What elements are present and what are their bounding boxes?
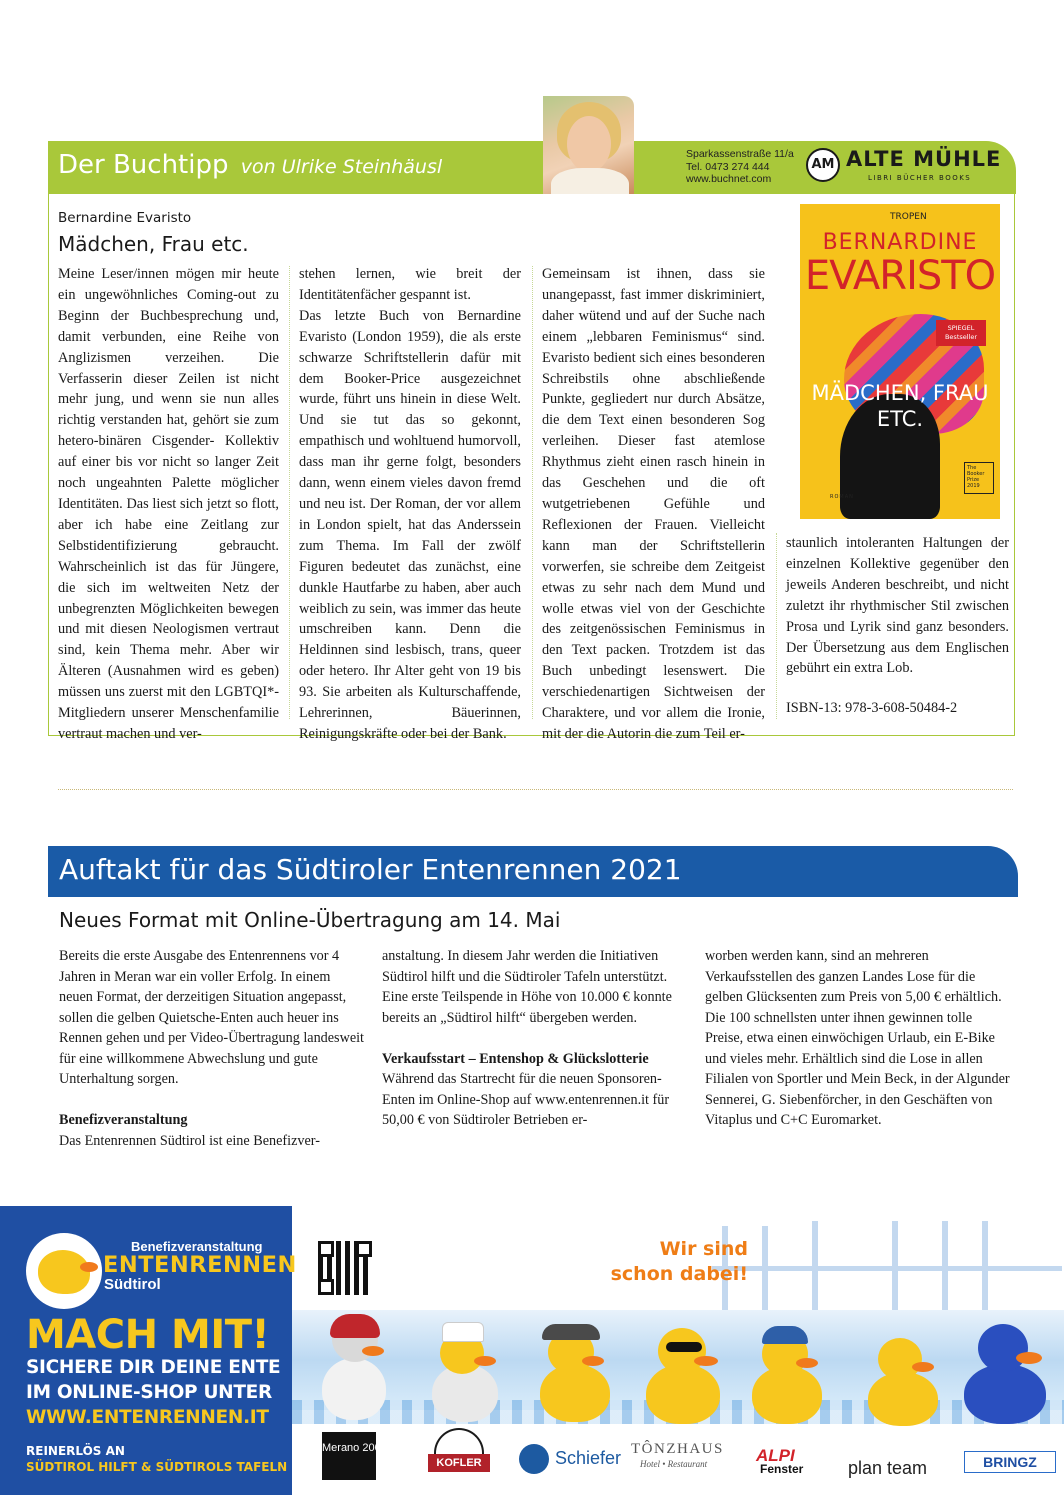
cover-title: MÄDCHEN, FRAU ETC. (811, 381, 989, 431)
ad-callout-line-2: IM ONLINE-SHOP UNTER (26, 1382, 272, 1403)
ad-website-link[interactable]: WWW.ENTENRENNEN.IT (26, 1407, 269, 1428)
ad-proceeds-recipients: SÜDTIROL HILFT & SÜDTIROLS TAFELN (26, 1460, 288, 1474)
cover-prize-badge: The Booker Prize 2019 (964, 462, 994, 494)
duck-beak-icon (80, 1262, 98, 1272)
author-portrait-image (543, 96, 634, 194)
sponsor-merano-2000-logo: Merano 2000 (322, 1432, 376, 1480)
column-divider (776, 533, 777, 719)
column-divider (532, 266, 533, 719)
duck-chef-illustration (426, 1318, 502, 1422)
buchtipp-byline: von Ulrike Steinhäusl (240, 156, 443, 178)
shop-website: www.buchnet.com (686, 173, 772, 185)
shop-address: Sparkassenstraße 11/a (686, 148, 794, 160)
cover-bestseller-badge: SPIEGEL Bestseller (936, 320, 986, 346)
duck-builder-illustration (864, 1330, 944, 1426)
logo-name: ALTE MÜHLE (846, 147, 1002, 171)
duck-sunglasses-illustration (640, 1320, 726, 1424)
buchtipp-column-2: stehen lernen, wie breit der Identitätenfächer gespannt ist. Das letzte Buch von Bernardine Evaristo (London 1959), die als erste schwarze Schriftstellerin dafür mit dem Booker-Price ausgezeichnet wurde, führt uns hinein in diese Welt. Und sie tut das so gekonnt, empathisch und wohltuend humorvoll, dass man ihr gerne folgt, besonders dann, wenn einem vieles davon fremd und neu ist. Der Roman, der vor allem in London spielt, hat das Anderssein zum Thema. Im Fall der zwölf Figuren bedeutet das zunächst, eine dunkle Hautfarbe zu haben, aber auch weiblich zu sein, was immer das heute umschreiben kann. Denn die Heldinnen sind lesbisch, trans, queer oder hetero. Ihr Alter geht von 19 bis 93. Sie arbeiten als Kulturschaffende, Lehrerinnen, Bäuerinnen, Reinigungskräfte oder bei der Bank. (299, 266, 521, 742)
buchtipp-column-3: Gemeinsam ist ihnen, dass sie unangepasst, fast immer diskriminiert, daher wütend und auf der Suche nach einem „lebbaren Feminismus“ sind. Evaristo bedient sich eines besonderen Schreibstils ohne abschließende Punkte, gegliedert nur durch Absätze, die dem Text einen besonderen Sog verleihen. Dieser fast atemlose Rhythmus zieht einen rasch hinein in das Geschehen und die oft wutgetriebenen Gefühle und Reflexionen der Frauen. Vielleicht kann man der Schriftstellerin vorwerfen, sie schreibe dem Zeitgeist etwas zu sehr nach dem Mund und wolle etwas viel von der Geschichte des zeitgenössischen Feminismus in den Text packen. Trotzdem ist das Buch unbedingt lesenswert. Die verschiedenartigen Sichtweisen der Charaktere, und vor allem die Ironie, mit der die Autorin die zum Teil er- (542, 266, 765, 742)
isbn: ISBN-13: 978-3-608-50484-2 (786, 700, 958, 716)
duck-logo-icon (38, 1250, 90, 1294)
buchtipp-title: Der Buchtipp von Ulrike Steinhäusl (58, 150, 443, 180)
shop-contact (686, 148, 794, 186)
sponsor-alpi-subline: Fenster (760, 1462, 804, 1476)
ad-callout-line-1: SICHERE DIR DEINE ENTE (26, 1357, 281, 1378)
duck-racer-illustration (318, 1310, 388, 1420)
duck-blue-illustration (958, 1316, 1052, 1424)
ad-benefiz-label: Benefizveranstaltung (131, 1239, 263, 1254)
ad-brand-name: ENTENRENNEN (103, 1252, 297, 1278)
cover-author-last: EVARISTO (804, 253, 996, 299)
article-subtitle: Neues Format mit Online-Übertragung am 14. Mai (59, 908, 561, 932)
book-cover-image (800, 204, 1000, 519)
section-heading: Benefizveranstaltung (59, 1112, 188, 1128)
alte-muehle-logo (806, 145, 1002, 187)
sponsor-alpi-logo: ALPI (756, 1446, 795, 1465)
publisher-mark: TROPEN (890, 212, 927, 222)
article-column-1: Bereits die erste Ausgabe des Entenrennens vor 4 Jahren in Meran war ein voller Erfolg. In einem neuen Format, der derzeitigen Situation angepasst, sollen die gelben Quietsche-Enten auch heuer ins Rennen gehen und per Video-Übertragung landesweit für eine willkommene Abwechslung und gute Unterhaltung sorgen. Benefizveranstaltung Das Entenrennen Südtirol ist eine Benefizver- (59, 948, 365, 1149)
book-author: Bernardine Evaristo (58, 210, 192, 226)
buchtipp-column-1: Meine Leser/innen mögen mir heute ein ungewöhnliches Coming-out zu Beginn der Buchbesprechung und, damit verbunden, eine Reihe von Anglizismen verzeihen. Die Verfasserin dieser Zeilen ist nicht mehr jung, und wenn sie nun alles richtig verstanden hat, gehört sie zum hetero-binären Cisgender- Kollektiv auf einer bis vor nicht so langer Zeit noch ungeahnten Palette möglicher Identitäten. Das liest sich jetzt so flott, aber ich habe eine Zeitlang zur Selbstidentifizierung gebraucht. Wahrscheinlich ist das für Jüngere, die sich im weltweiten Netz der unbegrenzten Möglichkeiten bewegen und mit diesen Neologismen vertraut sind, kein Thema mehr. Aber wir Älteren (Ausnahmen wird es geben) müssen uns zuerst mit den LGBTQI*- Mitgliedern unserer Menschenfamilie vertraut machen und ver- (58, 266, 279, 742)
ad-slogan: Wir sind schon dabei! (610, 1238, 748, 1285)
ad-headline: MACH MIT! (26, 1312, 270, 1358)
sponsor-tonzhaus-logo: TÔNZHAUS (631, 1441, 724, 1457)
cover-genre: ROMAN (830, 494, 854, 500)
cover-author-first: BERNARDINE (822, 230, 978, 255)
buchtipp-column-4: staunlich intoleranten Haltungen der einzelnen Kollektive gegenüber den jeweils Anderen beschreibt, und nicht zuletzt ihr rhythmischer Stil zwischen Prosa und Lyrik sind ganz besonders. Der Übersetzung aus dem Englischen gebührt ein extra Lob. (786, 535, 1009, 677)
sponsor-kofler-logo: KOFLER (428, 1454, 490, 1472)
article-column-2: anstaltung. In diesem Jahr werden die Initiativen Südtirol hilft und die Südtiroler Tafeln unterstützt. Eine erste Teilspende in Höhe von 10.000 € konnte bereits an „Südtirol hilft“ übergeben werden. Verkaufsstart – Entenshop & Glückslotterie Während das Startrecht für die neuen Sponsoren-Enten im Online-Shop auf www.entenrennen.it für 50,00 € von Südtiroler Betrieben er- (382, 946, 682, 1131)
duck-worker-illustration (746, 1322, 826, 1424)
duck-hiker-illustration (532, 1316, 614, 1424)
logo-mark: AM (806, 148, 840, 182)
section-heading: Verkaufsstart – Entenshop & Glückslotterie (382, 1050, 649, 1067)
section-separator (58, 789, 1013, 790)
shop-phone: Tel. 0473 274 444 (686, 160, 770, 173)
ad-brand-region: Südtirol (104, 1276, 161, 1293)
sponsor-tonzhaus-subline: Hotel • Restaurant (640, 1459, 708, 1469)
sponsor-bringz-logo: BRINGZ (964, 1451, 1056, 1473)
qr-code-icon[interactable] (318, 1241, 372, 1295)
logo-tagline: LIBRI BÜCHER BOOKS (868, 174, 972, 182)
sponsor-schiefer-icon (519, 1444, 549, 1474)
ad-proceeds-label: REINERLÖS AN (26, 1444, 125, 1458)
column-divider (289, 266, 290, 719)
article-column-3: worben werden kann, sind an mehreren Verkaufsstellen des ganzen Landes Lose für die gelben Glücksenten zum Preis von 5,00 € erhältlich. Die 100 schnellsten unter ihnen gewinnen tolle Preise, etwa einen einwöchigen Urlaub, ein E-Bike und vieles mehr. Erhältlich sind die Lose in allen Filialen von Sportler und Mein Beck, in der Algunder Sennerei, G. Siebenförcher, in den Geschäften von Vitaplus und C+C Euromarket. (705, 948, 1010, 1128)
book-title: Mädchen, Frau etc. (58, 232, 249, 256)
article-title: Auftakt für das Südtiroler Entenrennen 2021 (59, 853, 682, 886)
sponsor-schiefer-logo: Schiefer (555, 1448, 622, 1468)
sponsor-plan-team-logo: plan team (848, 1458, 928, 1478)
